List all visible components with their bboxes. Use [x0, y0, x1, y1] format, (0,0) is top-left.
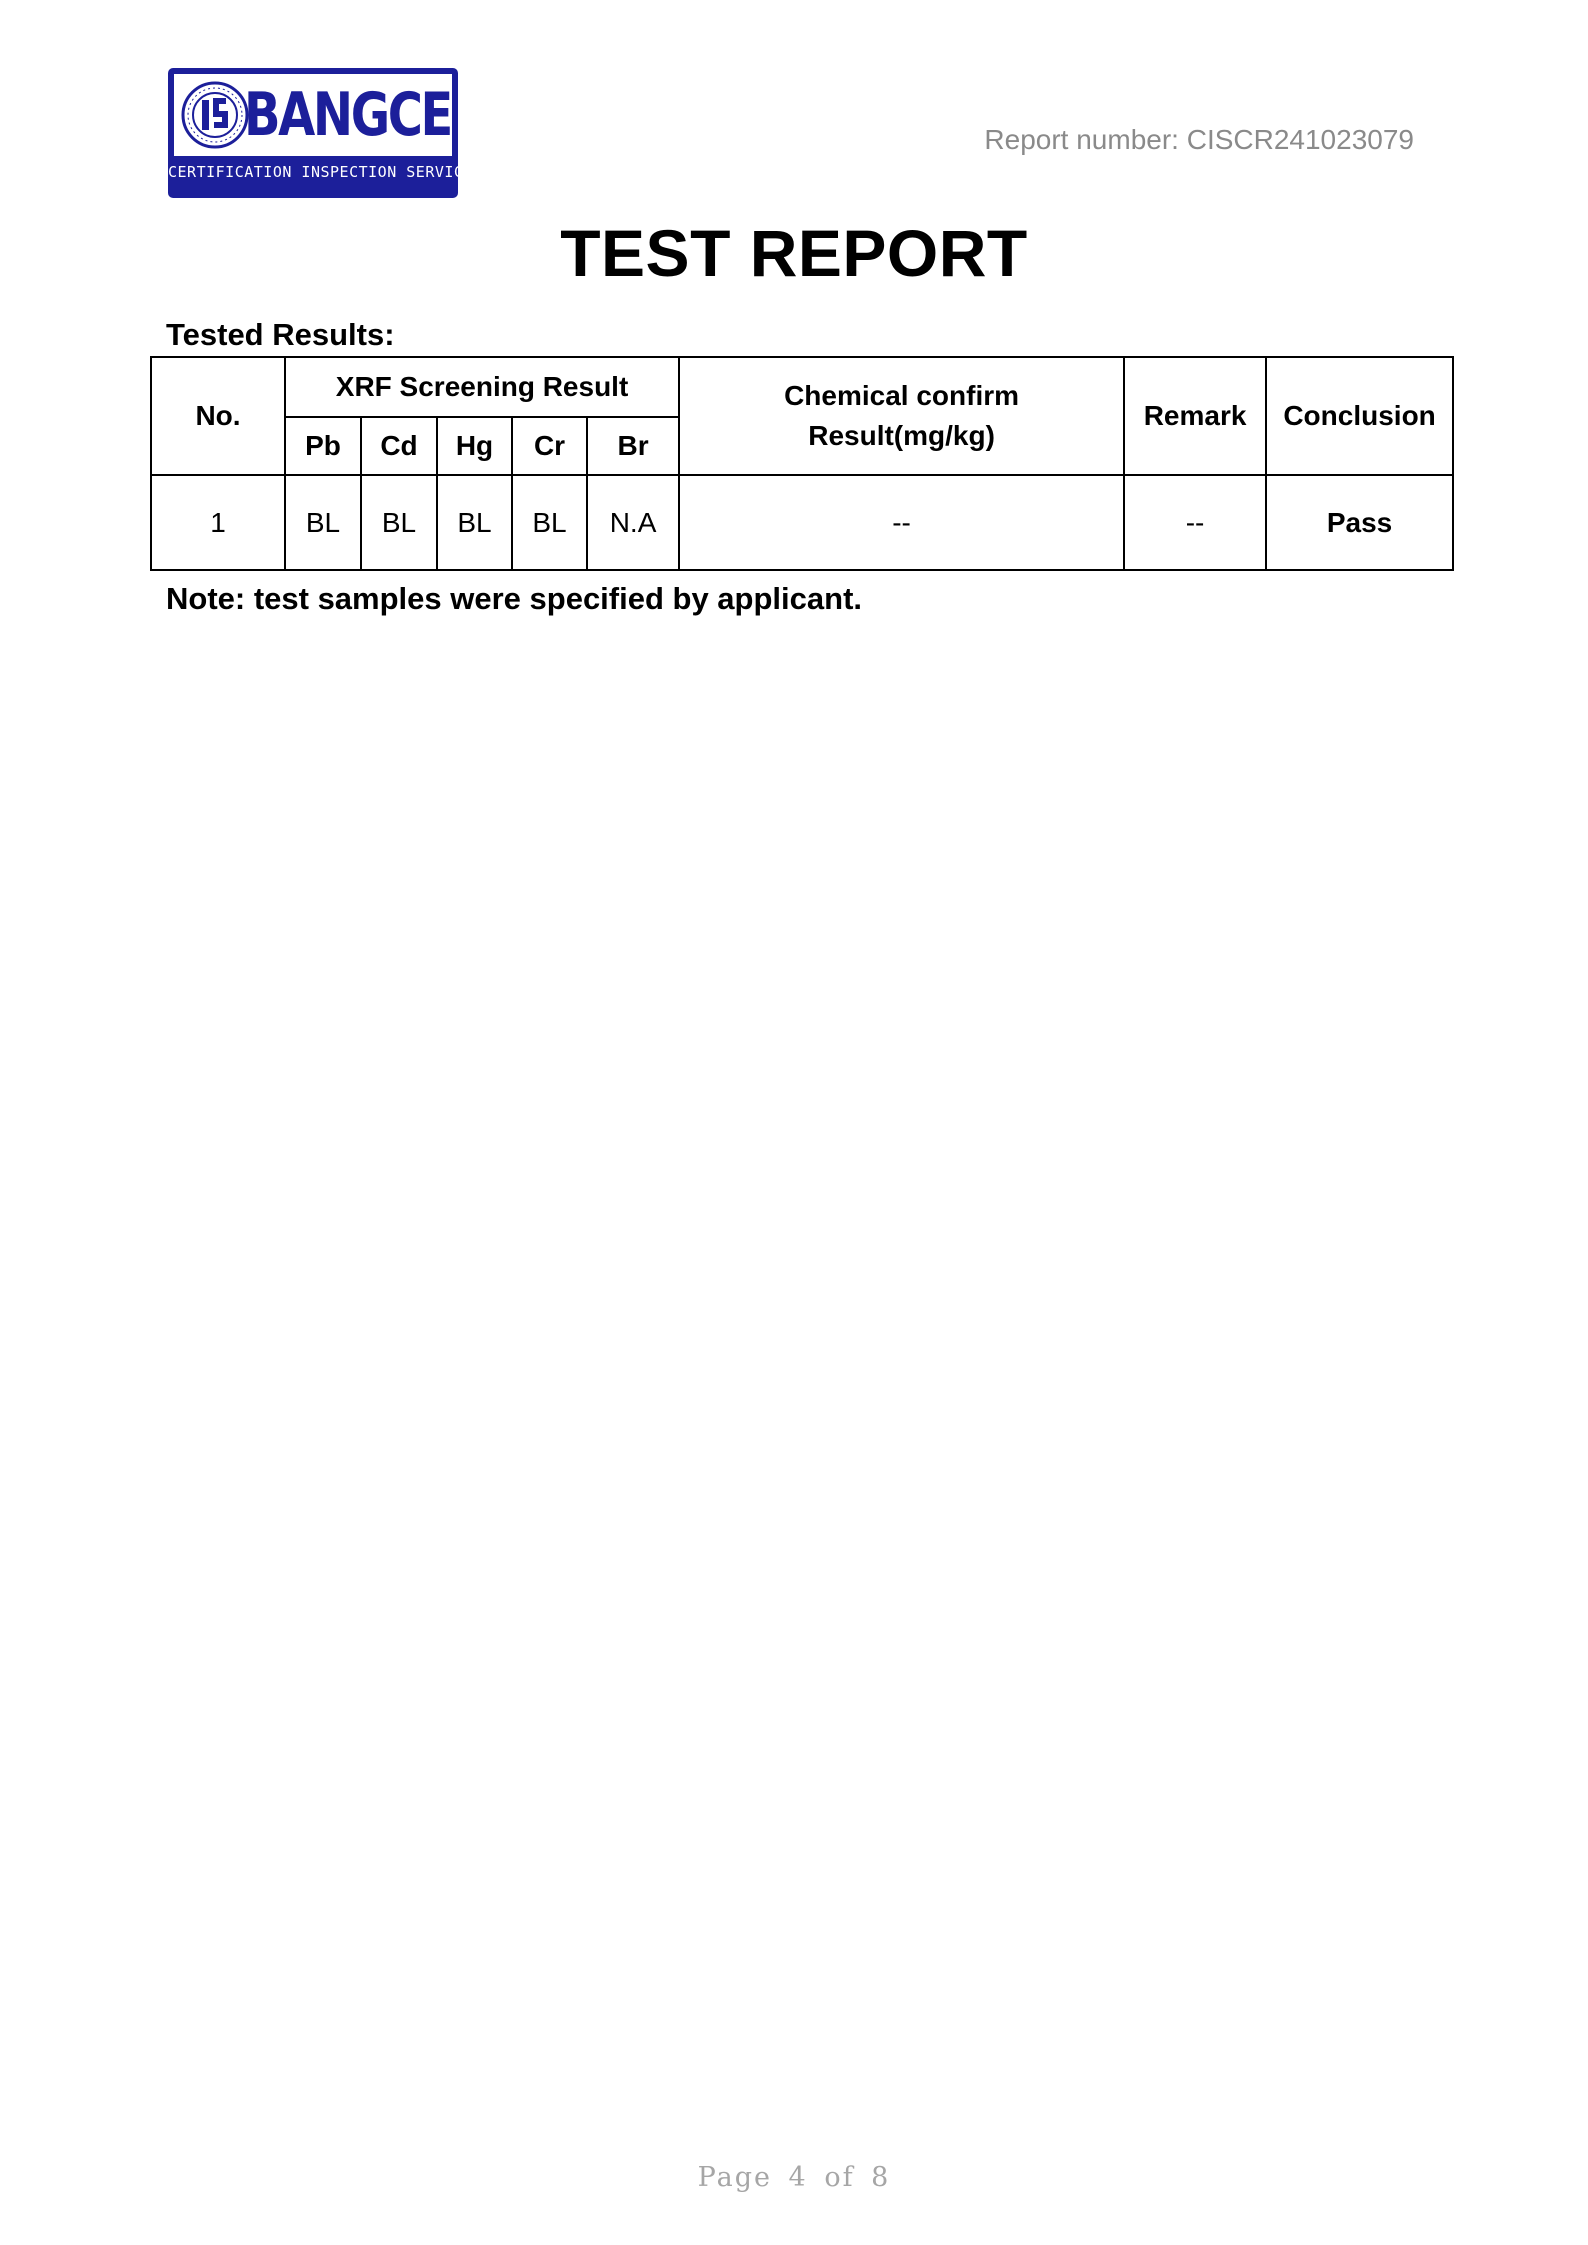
header-element-hg: Hg [437, 417, 512, 475]
header-no: No. [151, 357, 285, 475]
cell-hg: BL [437, 475, 512, 570]
note-text: Note: test samples were specified by applicant. [166, 581, 863, 616]
cell-cd: BL [361, 475, 437, 570]
cell-chemical: -- [679, 475, 1124, 570]
cell-conclusion: Pass [1266, 475, 1453, 570]
header-chemical-line1: Chemical confirm [784, 380, 1020, 411]
logo-tagline: CERTIFICATION INSPECTION SERVICE [168, 163, 473, 181]
header-element-pb: Pb [285, 417, 361, 475]
cis-emblem-icon [180, 80, 250, 150]
header-element-cr: Cr [512, 417, 587, 475]
header-chemical-line2: Result(mg/kg) [808, 420, 995, 451]
cell-cr: BL [512, 475, 587, 570]
header-remark: Remark [1124, 357, 1266, 475]
header-element-br: Br [587, 417, 679, 475]
cell-no: 1 [151, 475, 285, 570]
results-table [150, 356, 1454, 571]
logo-wordmark: BANGCE [244, 80, 451, 150]
logo-panel [174, 74, 452, 156]
table-row [151, 475, 1453, 570]
header-xrf-group: XRF Screening Result [285, 357, 679, 417]
cell-remark: -- [1124, 475, 1266, 570]
section-label: Tested Results: [166, 317, 395, 352]
document-title: TEST REPORT [560, 216, 1028, 290]
cell-br: N.A [587, 475, 679, 570]
company-logo [168, 68, 473, 198]
page-number: Page 4 of 8 [697, 2162, 891, 2193]
table-header-row [151, 357, 1453, 417]
header-conclusion: Conclusion [1266, 357, 1453, 475]
header-chemical [679, 357, 1124, 475]
report-number: Report number: CISCR241023079 [984, 124, 1414, 155]
cell-pb: BL [285, 475, 361, 570]
header-element-cd: Cd [361, 417, 437, 475]
